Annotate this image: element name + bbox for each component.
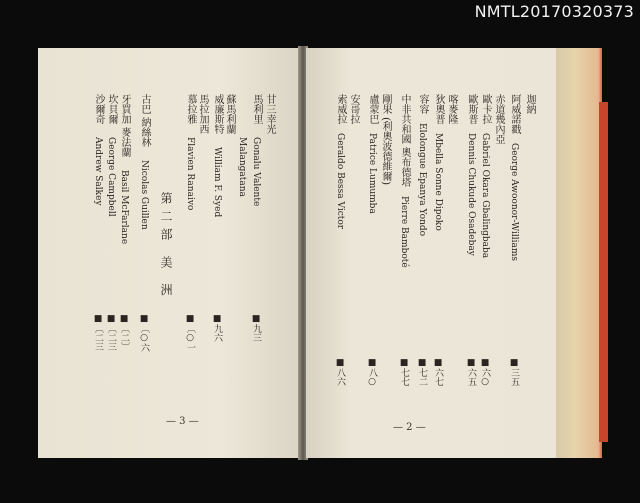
author-name-latin: Gabriel Okara Gbalingbaba xyxy=(480,133,490,259)
list-item xyxy=(92,94,104,206)
author-name-cn: 歐卡拉 xyxy=(480,94,491,124)
author-name-latin: Basil McFarlane xyxy=(119,170,129,245)
author-country: 赤道幾內亞 xyxy=(493,94,504,144)
author-name-latin: Patrice Lumumba xyxy=(367,133,377,214)
author-name-cn: 阿威諾戳 xyxy=(509,94,520,134)
page-ref: ■〔二三 xyxy=(93,314,103,351)
list-item xyxy=(236,137,248,197)
list-item xyxy=(224,94,235,134)
author-country: 甘三幸光 xyxy=(264,94,275,134)
list-item xyxy=(416,94,428,236)
page-ref: ■六七 xyxy=(433,358,443,386)
list-item xyxy=(493,94,504,144)
author-name-latin: Gonalu Valente xyxy=(251,137,261,207)
author-name-cn: 古巴 納絲林 xyxy=(139,94,150,148)
list-item xyxy=(446,94,457,124)
author-name-latin: Elolongue Epanya Yondo xyxy=(417,123,427,237)
author-name-cn: 容容 xyxy=(417,94,428,114)
page-ref: ■九三 xyxy=(251,314,261,342)
author-name-latin: Pierre Bamboté xyxy=(399,196,409,269)
author-name-cn: 中非共和國 奧布德塔 xyxy=(399,94,410,188)
list-item xyxy=(348,94,359,124)
author-name-cn: 馬利里 xyxy=(251,94,262,124)
cover-spine xyxy=(599,102,608,442)
author-name-cn: 沙爾奇 xyxy=(93,94,104,124)
page-ref: ■〔○一 xyxy=(185,314,195,352)
list-item xyxy=(264,94,275,134)
author-country: 蘇馬利蘭 xyxy=(224,94,235,134)
author-name-latin: Dennis Chukude Osadebay xyxy=(466,133,476,257)
page-ref: ■〔○六 xyxy=(139,314,149,352)
author-country: 剛果 (利奧波德維爾) xyxy=(380,94,391,185)
author-name-cn: 索威拉 xyxy=(335,94,346,124)
author-name-latin: Mbella Sonne Dipoko xyxy=(433,133,443,231)
page-ref: ■七七 xyxy=(399,358,409,386)
author-name-cn: 盧蒙巴 xyxy=(367,94,378,124)
author-country: 喀麥隆 xyxy=(446,94,457,124)
page-ref: ■六五 xyxy=(466,358,476,386)
archive-id-stamp: NMTL20170320373 xyxy=(474,2,634,21)
list-item xyxy=(524,94,535,114)
list-item xyxy=(197,94,208,134)
page-number: — 2 — xyxy=(393,422,426,433)
list-item xyxy=(465,94,477,256)
open-book xyxy=(38,42,608,466)
list-item xyxy=(432,94,444,231)
author-country: 安哥拉 xyxy=(348,94,359,124)
list-item xyxy=(138,94,150,230)
page-ref: ■〔二〕 xyxy=(119,314,129,351)
page-ref: ■八六 xyxy=(335,358,345,386)
author-name-cn: 坎貝爾 xyxy=(106,94,117,124)
list-item xyxy=(211,94,223,217)
list-item xyxy=(398,94,410,268)
author-name-latin: Geraldo Bessa Victor xyxy=(335,133,345,230)
list-item xyxy=(479,94,491,258)
page-ref: ■七二 xyxy=(417,358,427,386)
page-ref: ■九六 xyxy=(212,314,222,342)
author-name-cn: 牙買加 麥法蘭 xyxy=(119,94,130,158)
author-name-cn: 狄奧普 xyxy=(433,94,444,124)
author-name-latin: William F. Syed xyxy=(212,147,222,218)
author-name-cn: 慕拉雅 xyxy=(185,94,196,124)
author-name-latin: George Campbell xyxy=(106,137,116,217)
author-name-latin: Andrew Salkey xyxy=(93,137,103,206)
author-country: 迦納 xyxy=(524,94,535,114)
author-name-latin: Flavien Ranaivo xyxy=(185,137,195,211)
list-item xyxy=(105,94,117,217)
author-name-latin: Nicolas Guillen xyxy=(139,160,149,231)
author-name-latin: George Awoonor-Williams xyxy=(509,143,519,262)
author-name-cn: 歐斯普 xyxy=(466,94,477,124)
list-item xyxy=(250,94,262,206)
list-item xyxy=(366,94,378,214)
author-name-cn: 威廉斯特 xyxy=(212,94,223,134)
page-ref: ■六○ xyxy=(480,358,490,387)
author-name-latin: Malangatana xyxy=(237,137,247,197)
list-item xyxy=(184,94,196,211)
list-item xyxy=(118,94,130,245)
list-item xyxy=(508,94,520,261)
page-number: — 3 — xyxy=(166,416,199,427)
list-item xyxy=(380,94,391,185)
page-ref: ■三五 xyxy=(509,358,519,386)
section-heading: 第二部 美 洲 xyxy=(159,192,173,302)
page-ref: ■八○ xyxy=(367,358,377,387)
page-ref: ■〔二三 xyxy=(106,314,116,351)
author-country: 馬拉加西 xyxy=(197,94,208,134)
list-item xyxy=(334,94,346,229)
book-cover-edge xyxy=(556,48,602,458)
